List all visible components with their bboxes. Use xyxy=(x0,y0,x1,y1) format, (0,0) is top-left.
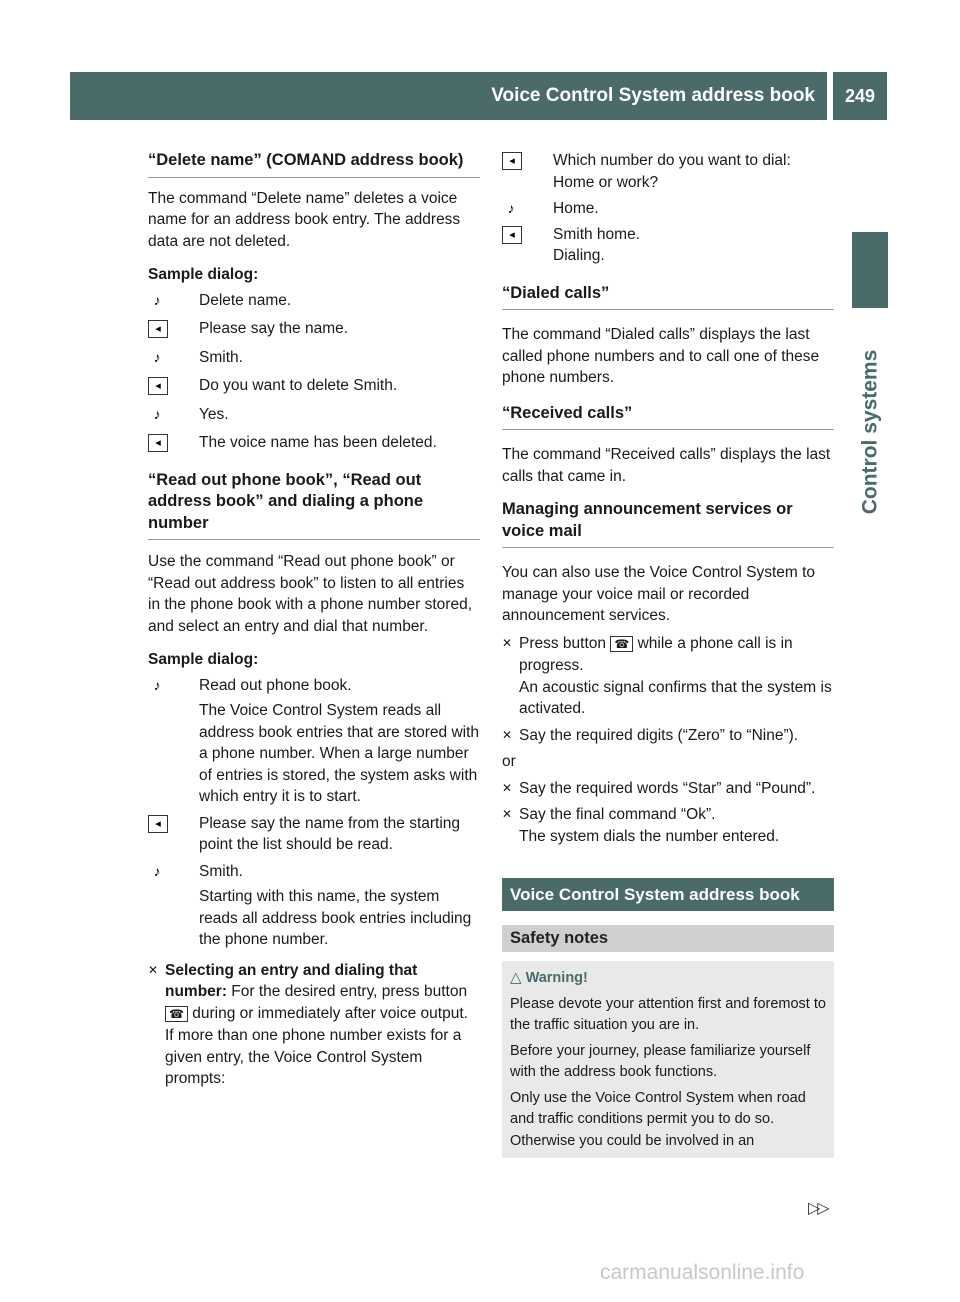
sample-dialog-label: Sample dialog: xyxy=(148,266,259,283)
speaker-icon: ♪ xyxy=(153,291,161,308)
phone-button-icon: ☎ xyxy=(610,636,633,652)
speaker-icon: ♪ xyxy=(153,862,161,879)
dialog-line xyxy=(148,432,480,454)
left-column xyxy=(148,150,480,1090)
system-voice-icon: ◂ xyxy=(502,152,522,170)
dialog-line xyxy=(148,347,480,369)
instruction-step: ✕ Selecting an entry and dialing that number: For the desired entry, press button ☎ during or immediately after voice output. If more than one phone number exists for a given entry, the Voice Control System prompts: xyxy=(148,960,480,1090)
instruction-step: ✕ Say the final command “Ok”. The system dials the number entered. xyxy=(502,804,834,847)
heading-read-out: “Read out phone book”, “Read out address book” and dialing a phone number xyxy=(148,470,480,541)
heading-received-calls: “Received calls” xyxy=(502,403,834,431)
instruction-step: ✕ Press button ☎ while a phone call is in progress. An acoustic signal confirms that the system is activated. xyxy=(502,633,834,720)
right-column xyxy=(502,150,834,1158)
dialog-text: The voice name has been deleted. xyxy=(199,434,437,451)
or-text: or xyxy=(502,753,516,770)
side-tab-marker xyxy=(852,232,888,308)
system-voice-icon: ◂ xyxy=(502,226,522,244)
dialog-list xyxy=(148,290,480,454)
side-tab-label: Control systems xyxy=(858,349,882,515)
header-title: Voice Control System address book xyxy=(491,85,815,106)
warning-box xyxy=(502,961,834,1158)
phone-button-icon: ☎ xyxy=(165,1006,188,1022)
paragraph: The command “Dialed calls” displays the last called phone numbers and to call one of these phone numbers. xyxy=(502,326,820,386)
dialog-line xyxy=(148,318,480,340)
dialog-text: Do you want to delete Smith. xyxy=(199,377,398,394)
system-voice-icon: ◂ xyxy=(148,320,168,338)
dialog-line: ♪ Smith. Starting with this name, the system reads all address book entries including the phone number. xyxy=(148,861,480,951)
dialog-line: ♪ Home. xyxy=(502,198,834,220)
page-header xyxy=(70,72,887,120)
speaker-icon: ♪ xyxy=(153,676,161,693)
instruction-step: ✕ Say the required words “Star” and “Pound”. xyxy=(502,778,834,800)
dialog-text: Please say the name. xyxy=(199,320,349,337)
section-title: Voice Control System address book xyxy=(502,878,834,911)
heading-manage-voicemail: Managing announcement services or voice mail xyxy=(502,499,834,548)
dialog-line xyxy=(148,375,480,397)
subsection-title: Safety notes xyxy=(502,925,834,952)
dialog-line: ◂ Which number do you want to dial: Home or work? xyxy=(502,150,834,193)
page-number: 249 xyxy=(833,72,887,120)
paragraph: The command “Received calls” displays the last calls that came in. xyxy=(502,446,831,485)
paragraph: You can also use the Voice Control System to manage your voice mail or recorded announcement services. xyxy=(502,564,816,624)
system-voice-icon: ◂ xyxy=(148,377,168,395)
system-voice-icon: ◂ xyxy=(148,434,168,452)
dialog-line xyxy=(148,290,480,312)
warning-text: Only use the Voice Control System when road and traffic conditions permit you to do so. Otherwise you could be involved in an xyxy=(510,1089,806,1149)
paragraph: Use the command “Read out phone book” or “Read out address book” to listen to all entries in the phone book with a phone number stored, and select an entry and dial that number. xyxy=(148,553,473,635)
warning-text: Please devote your attention first and foremost to the traffic situation you are in. xyxy=(510,995,826,1033)
speaker-icon: ♪ xyxy=(507,200,515,216)
continue-marker: ▷▷ xyxy=(808,1200,827,1217)
warning-text: Before your journey, please familiarize yourself with the address book functions. xyxy=(510,1042,811,1080)
dialog-line: ♪ Read out phone book. The Voice Control System reads all address book entries that are stored with a phone number. When a large number of entries is stored, the system asks with which entry it is to start. xyxy=(148,675,480,808)
dialog-text: Yes. xyxy=(199,405,229,423)
instruction-step: ✕ Say the required digits (“Zero” to “Nine”). xyxy=(502,725,834,747)
dialog-line: ◂ Smith home. Dialing. xyxy=(502,224,834,267)
heading-delete-name: “Delete name” (COMAND address book) xyxy=(148,150,480,178)
warning-triangle-icon: △ xyxy=(510,969,522,986)
dialog-line: ◂ Please say the name from the starting point the list should be read. xyxy=(148,813,480,856)
dialog-text: Smith. xyxy=(199,348,243,366)
warning-heading: △ Warning! xyxy=(510,969,588,986)
heading-dialed-calls: “Dialed calls” xyxy=(502,283,834,311)
dialog-line xyxy=(148,404,480,426)
sample-dialog-label: Sample dialog: xyxy=(148,651,259,668)
watermark: carmanualsonline.info xyxy=(600,1261,805,1284)
system-voice-icon: ◂ xyxy=(148,815,168,833)
paragraph: The command “Delete name” deletes a voice name for an address book entry. The address data are not deleted. xyxy=(148,189,461,250)
speaker-icon: ♪ xyxy=(153,348,161,365)
dialog-text: Delete name. xyxy=(199,291,292,309)
speaker-icon: ♪ xyxy=(153,405,161,422)
